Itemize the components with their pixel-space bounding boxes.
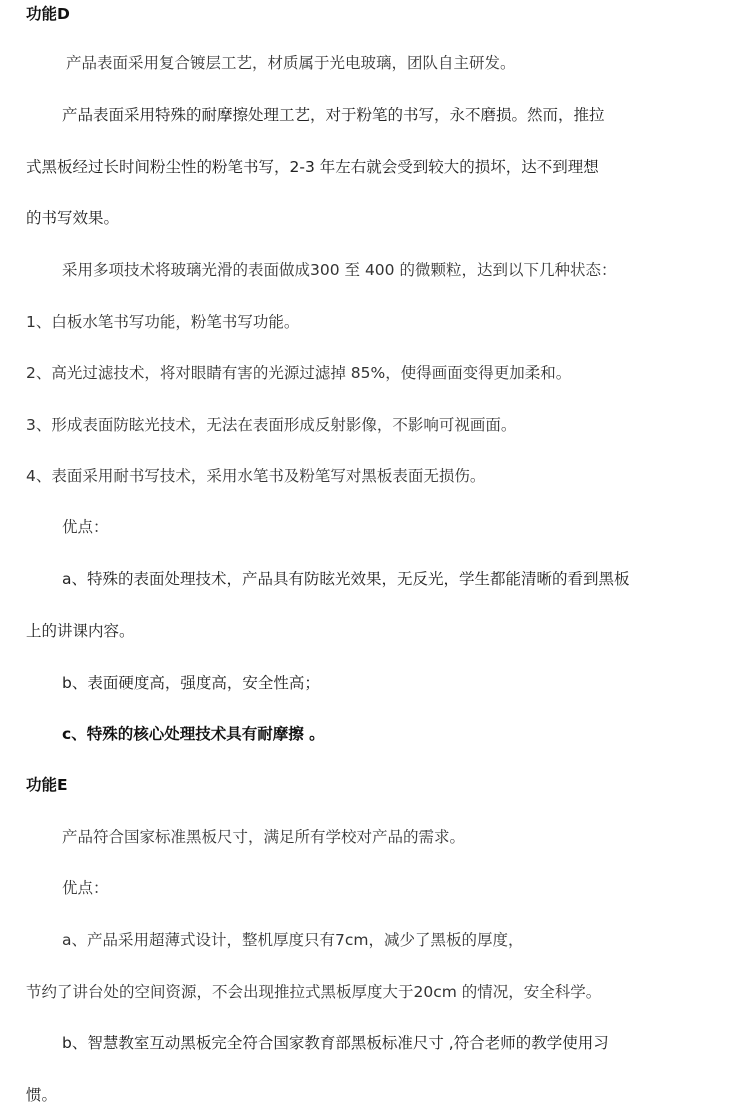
- list-item: 3、形成表面防眩光技术，无法在表面形成反射影像，不影响可视画面。: [26, 416, 517, 434]
- list-item: 4、表面采用耐书写技术，采用水笔书及粉笔写对黑板表面无损伤。: [26, 467, 486, 485]
- section-d-advantage-c: c、特殊的核心处理技术具有耐摩擦 。: [62, 725, 325, 743]
- section-d-para-line2: 式黑板经过长时间粉尘性的粉笔书写，2-3 年左右就会受到较大的损坏，达不到理想: [26, 158, 599, 176]
- section-d-para-line1: 产品表面采用特殊的耐摩擦处理工艺，对于粉笔的书写，永不磨损。然而，推拉: [62, 106, 605, 124]
- section-d-para-line3: 的书写效果。: [26, 209, 120, 227]
- list-item: 2、高光过滤技术，将对眼睛有害的光源过滤掉 85%，使得画面变得更加柔和。: [26, 364, 572, 382]
- section-d-tech-intro: 采用多项技术将玻璃光滑的表面做成300 至 400 的微颗粒，达到以下几种状态：: [62, 261, 617, 279]
- section-e-advantage-a-line2: 节约了讲台处的空间资源，不会出现推拉式黑板厚度大于20cm 的情况，安全科学。: [26, 983, 602, 1001]
- section-d-advantage-b: b、表面硬度高，强度高，安全性高；: [62, 674, 320, 692]
- section-e-advantage-b-line2: 惯。: [26, 1086, 58, 1104]
- section-d-advantage-a-line2: 上的讲课内容。: [26, 622, 135, 640]
- section-d-intro: 产品表面采用复合镀层工艺，材质属于光电玻璃，团队自主研发。: [66, 54, 516, 72]
- list-item: 1、白板水笔书写功能，粉笔书写功能。: [26, 313, 300, 331]
- section-e-heading: 功能E: [26, 776, 68, 794]
- section-e-advantages-label: 优点：: [62, 879, 109, 897]
- section-e-advantage-a-line1: a、产品采用超薄式设计，整机厚度只有7cm，减少了黑板的厚度，: [62, 931, 524, 949]
- section-d-advantage-a-line1: a、特殊的表面处理技术，产品具有防眩光效果，无反光，学生都能清晰的看到黑板: [62, 570, 630, 588]
- section-e-intro: 产品符合国家标准黑板尺寸，满足所有学校对产品的需求。: [62, 828, 466, 846]
- section-e-advantage-b-line1: b、智慧教室互动黑板完全符合国家教育部黑板标准尺寸 ,符合老师的教学使用习: [62, 1034, 609, 1052]
- section-d-advantages-label: 优点：: [62, 518, 109, 536]
- section-d-heading: 功能D: [26, 5, 70, 23]
